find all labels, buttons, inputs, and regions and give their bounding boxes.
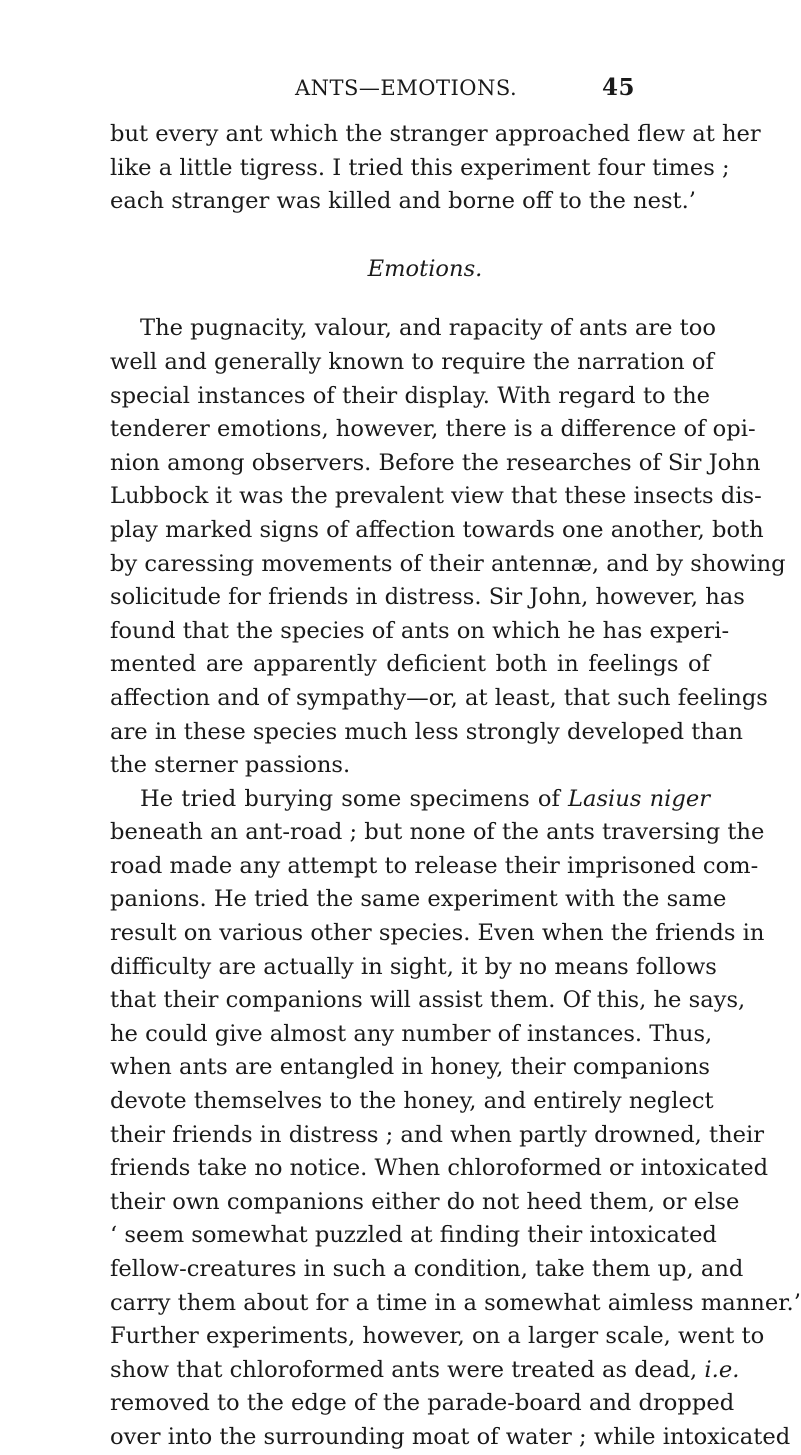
text-line: the sterner passions.	[110, 752, 351, 779]
text-line: but every ant which the stranger approached flew at her	[110, 121, 761, 147]
text-line: panions. He tried the same experiment with the same	[110, 886, 727, 913]
text-line: when ants are entangled in honey, their companions	[110, 1054, 710, 1081]
body-text	[110, 118, 801, 1455]
text-line: Further experiments, however, on a larger scale, went to	[110, 1323, 765, 1350]
text-line: friends take no notice. When chloroformed or intoxicated	[110, 1155, 769, 1182]
text-segment: He tried burying some specimens of	[140, 785, 568, 812]
text-line: removed to the edge of the parade-board and dropped	[110, 1390, 735, 1417]
text-line: each stranger was killed and borne off to the nest.’	[110, 188, 696, 215]
text-segment: show that chloroformed ants were treated as dead,	[110, 1356, 698, 1383]
text-line: by caressing movements of their antennæ, and by showing	[110, 550, 786, 577]
text-line: he could give almost any number of instances. Thus,	[110, 1020, 713, 1047]
text-line: fellow-creatures in such a condition, take them up, and	[110, 1256, 744, 1282]
text-line: their own companions either do not heed them, or else	[110, 1188, 740, 1215]
text-line: ‘ seem somewhat puzzled at finding their intoxicated	[110, 1222, 717, 1249]
paragraph	[110, 312, 786, 782]
species-name: Lasius niger	[567, 785, 710, 812]
text-line: are in these species much less strongly developed than	[110, 718, 743, 745]
text-line: solicitude for friends in distress. Sir John, however, has	[110, 584, 745, 611]
text-line	[110, 783, 710, 817]
page-number: 45	[601, 74, 635, 101]
text-line: road made any attempt to release their imprisoned com-	[110, 852, 759, 879]
text-line: Lubbock it was the prevalent view that these insects dis-	[110, 483, 762, 510]
paragraph	[110, 783, 801, 1455]
continuation-paragraph	[110, 118, 761, 219]
text-line: nion among observers. Before the researches of Sir John	[110, 449, 761, 476]
text-line: difficulty are actually in sight, it by no means follows	[110, 953, 717, 980]
text-line: tenderer emotions, however, there is a difference of opi-	[110, 416, 756, 443]
text-line: found that the species of ants on which he has experi-	[110, 617, 730, 644]
text-line: beneath an ant-road ; but none of the ants traversing the	[110, 819, 765, 846]
text-line	[110, 1354, 740, 1388]
running-head-title: ANTS—EMOTIONS.	[295, 76, 518, 100]
section-heading: Emotions.	[367, 255, 483, 282]
text-line: play marked signs of affection towards one another, both	[110, 516, 764, 543]
text-line: The pugnacity, valour, and rapacity of ants are too	[140, 315, 716, 342]
text-line: well and generally known to require the narration of	[110, 348, 714, 375]
text-line: that their companions will assist them. Of this, he says,	[110, 987, 746, 1014]
text-line: carry them about for a time in a somewhat aimless manner.’	[110, 1289, 801, 1316]
text-line: mented are apparently deficient both in feelings of	[110, 651, 710, 678]
text-line: their friends in distress ; and when partly drowned, their	[110, 1121, 765, 1148]
running-head	[275, 76, 635, 106]
text-line: devote themselves to the honey, and entirely neglect	[110, 1088, 714, 1115]
text-line: affection and of sympathy—or, at least, that such feelings	[110, 684, 768, 711]
text-line: special instances of their display. With regard to the	[110, 382, 710, 409]
text-line: over into the surrounding moat of water ; while intoxicated	[110, 1423, 791, 1450]
text-line: result on various other species. Even when the friends in	[110, 920, 765, 947]
text-line: like a little tigress. I tried this experiment four times ;	[110, 154, 730, 181]
abbreviation: i.e.	[704, 1356, 740, 1383]
